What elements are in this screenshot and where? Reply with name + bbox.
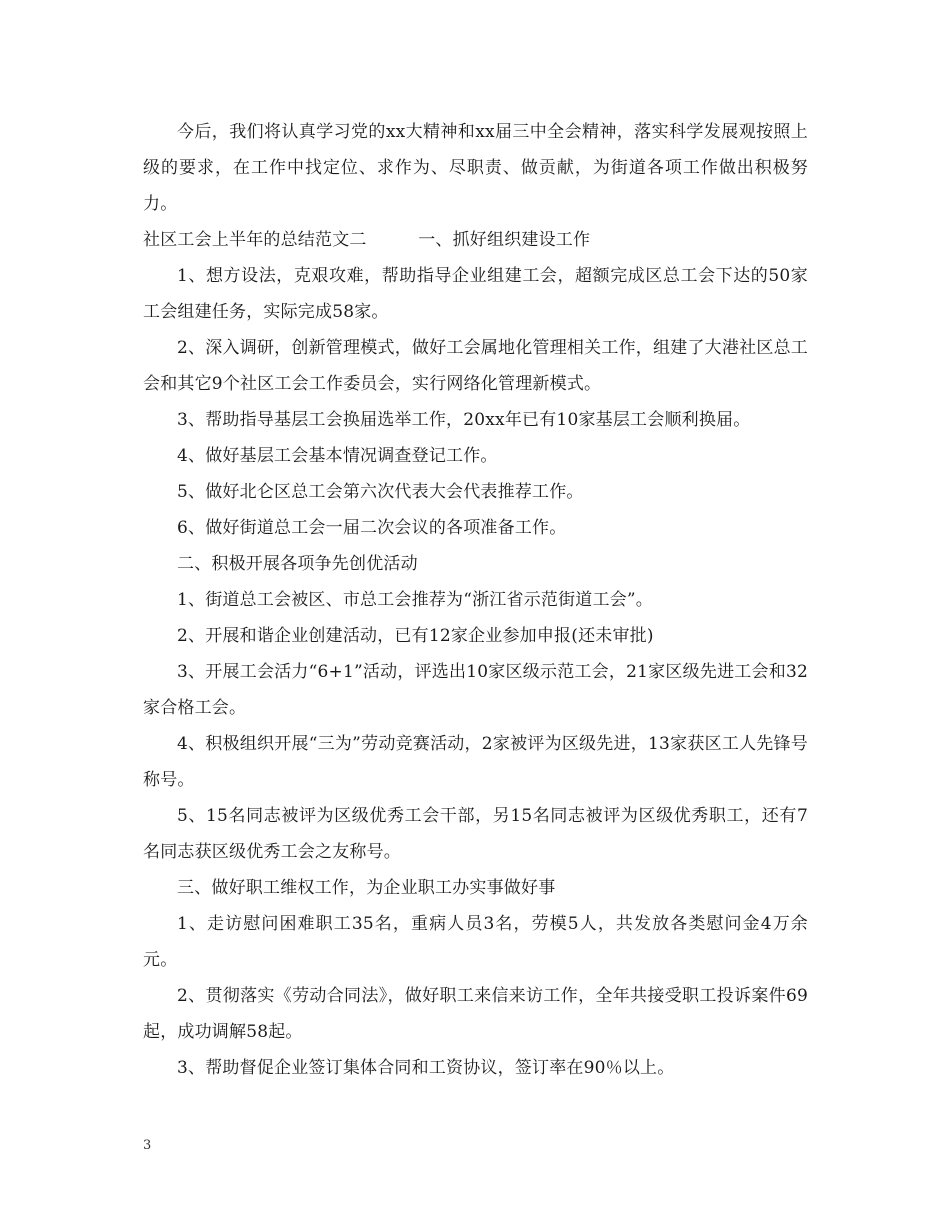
paragraph: 3、开展工会活力“6+1”活动，评选出10家区级示范工会，21家区级先进工会和32家合格工会。: [143, 662, 808, 718]
paragraph: 2、开展和谐企业创建活动，已有12家企业参加申报(还未审批): [177, 626, 654, 646]
paragraph: 4、积极组织开展“三为”劳动竞赛活动，2家被评为区级先进，13家获区工人先锋号称号。: [143, 734, 808, 790]
paragraph: 5、做好北仑区总工会第六次代表大会代表推荐工作。: [177, 482, 584, 502]
paragraph: 4、做好基层工会基本情况调查登记工作。: [177, 446, 498, 466]
paragraph: 今后，我们将认真学习党的xx大精神和xx届三中全会精神，落实科学发展观按照上级的要求，在工作中找定位、求作为、尽职责、做贡献，为街道各项工作做出积极努力。: [143, 122, 808, 214]
paragraph: 2、深入调研，创新管理模式，做好工会属地化管理相关工作，组建了大港社区总工会和其它9个社区工会工作委员会，实行网络化管理新模式。: [143, 338, 808, 394]
paragraph: 1、走访慰问困难职工35名，重病人员3名，劳模5人，共发放各类慰问金4万余元。: [143, 914, 808, 970]
section-title: 社区工会上半年的总结范文二 一、抓好组织建设工作: [143, 230, 591, 250]
paragraph: 3、帮助指导基层工会换届选举工作，20xx年已有10家基层工会顺利换届。: [177, 410, 751, 430]
section-heading: 二、积极开展各项争先创优活动: [177, 554, 418, 574]
document-body: [143, 114, 808, 1086]
section-heading: 三、做好职工维权工作，为企业职工办实事做好事: [177, 878, 556, 898]
paragraph: 3、帮助督促企业签订集体合同和工资协议，签订率在90％以上。: [177, 1058, 675, 1078]
paragraph: 6、做好街道总工会一届二次会议的各项准备工作。: [177, 518, 567, 538]
page-number: 3: [143, 1138, 152, 1153]
paragraph: 5、15名同志被评为区级优秀工会干部，另15名同志被评为区级优秀职工，还有7名同志获区级优秀工会之友称号。: [143, 806, 808, 862]
paragraph: 1、街道总工会被区、市总工会推荐为“浙江省示范街道工会”。: [177, 590, 653, 610]
paragraph: 2、贯彻落实《劳动合同法》，做好职工来信来访工作，全年共接受职工投诉案件69起，成功调解58起。: [143, 986, 808, 1042]
paragraph: 1、想方设法，克艰攻难，帮助指导企业组建工会，超额完成区总工会下达的50家工会组建任务，实际完成58家。: [143, 266, 808, 322]
